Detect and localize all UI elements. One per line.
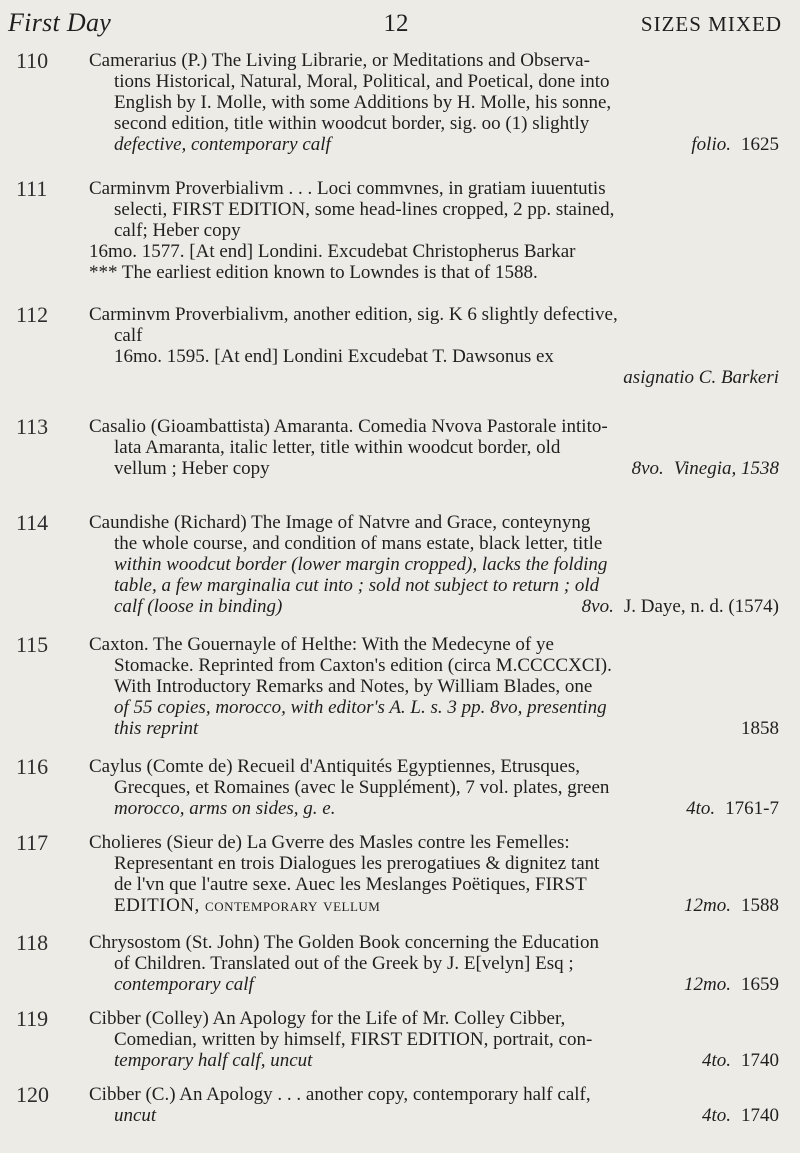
entry-line: Casalio (Gioambattista) Amaranta. Comedia Nvova Pastorale intito- [89,416,608,437]
entry-line: 16mo. 1577. [At end] Londini. Excudebat Christopherus Barkar [89,241,576,262]
day-heading: First Day [8,8,112,37]
entry-line: tions Historical, Natural, Moral, Political, and Poetical, done into [114,71,610,92]
entry-line-text: uncut [114,1105,157,1126]
entry-line: lata Amaranta, italic letter, title within woodcut border, old [114,437,561,458]
entry-date: 1740 [741,1050,779,1071]
lot-number: 114 [16,510,49,535]
entry-date: 1659 [741,974,779,995]
lot-number: 110 [16,48,49,73]
lot-number: 111 [16,176,48,201]
entry-line [89,134,779,155]
entry-date: 1858 [741,718,779,739]
entry-text [89,634,779,739]
book-format: folio. [691,134,731,155]
book-format: 4to. [686,798,716,819]
book-format: 12mo. [684,895,731,916]
entry-date: J. Daye, n. d. (1574) [623,596,779,617]
book-format: 4to. [701,1050,731,1071]
entry-date: 1740 [741,1105,779,1126]
entry-line: With Introductory Remarks and Notes, by William Blades, one [114,676,593,697]
entry-text [89,932,779,995]
entry-line: Caylus (Comte de) Recueil d'Antiquités Egyptiennes, Etrusques, [89,756,581,777]
page-number: 12 [383,10,409,37]
entry-line: English by I. Molle, with some Additions by H. Molle, his sonne, [114,92,612,113]
book-format: 8vo. [631,458,664,479]
entry-line-text: defective, contemporary calf [114,134,331,155]
entry-line-text: temporary half calf, uncut [114,1050,313,1071]
entry-line: 16mo. 1595. [At end] Londini Excudebat T. Dawsonus ex [114,346,554,367]
entry-line: Cholieres (Sieur de) La Gverre des Masles contre les Femelles: [89,832,570,853]
entry-line: calf; Heber copy [114,220,241,241]
entry-line: Caundishe (Richard) The Image of Natvre and Grace, conteynyng [89,512,591,533]
entry-text [89,1084,779,1126]
entry-line-text: this reprint [114,718,199,739]
entry-text [89,1008,779,1071]
entry-text [89,832,779,916]
entry-date: 1588 [741,895,779,916]
book-format: 4to. [701,1105,731,1126]
entry-line [89,718,779,739]
lot-number: 120 [16,1082,49,1107]
entry-line: selecti, FIRST EDITION, some head-lines cropped, 2 pp. stained, [114,199,615,220]
entry-line: Cibber (Colley) An Apology for the Life of Mr. Colley Cibber, [89,1008,566,1029]
entry-line: table, a few marginalia cut into ; sold not subject to return ; old [114,575,600,596]
entry-line: Camerarius (P.) The Living Librarie, or Meditations and Observa- [89,50,590,71]
entry-line-text: morocco, arms on sides, g. e. [114,798,336,819]
entry-text [89,512,779,617]
entry-text [89,304,779,388]
entry-line: Representant en trois Dialogues les prerogatiues & dignitez tant [114,853,600,874]
entry-text [89,178,779,283]
lot-number: 113 [16,414,49,439]
book-format: 8vo. [581,596,614,617]
entry-line: of 55 copies, morocco, with editor's A. L. s. 3 pp. 8vo, presenting [114,697,607,718]
book-format: 12mo. [684,974,731,995]
entry-line: Cibber (C.) An Apology . . . another copy, contemporary half calf, [89,1084,591,1105]
entry-line: Carminvm Proverbialivm, another edition, sig. K 6 slightly defective, [89,304,618,325]
entry-note: *** The earliest edition known to Lowndes is that of 1588. [89,262,538,283]
entry-line: calf [114,325,143,346]
lot-number: 112 [16,302,49,327]
lot-number: 116 [16,754,49,779]
entry-line-text: contemporary calf [114,974,254,995]
entry-line: of Children. Translated out of the Greek by J. E[velyn] Esq ; [114,953,574,974]
lot-number: 119 [16,1006,49,1031]
entry-line: Comedian, written by himself, FIRST EDITION, portrait, con- [114,1029,593,1050]
entry-line [89,974,779,995]
entry-line: Carminvm Proverbialivm . . . Loci commvnes, in gratiam iuuentutis [89,178,606,199]
section-heading: SIZES MIXED [640,12,782,36]
page-header [8,8,782,42]
entry-line [89,895,779,916]
entry-line: asignatio C. Barkeri [623,367,779,388]
entry-line: Chrysostom (St. John) The Golden Book concerning the Education [89,932,599,953]
entry-line: Stomacke. Reprinted from Caxton's edition (circa M.CCCCXCI). [114,655,612,676]
entry-line-text: EDITION, contemporary vellum [114,895,381,916]
entry-line: de l'vn que l'autre sexe. Auec les Meslanges Poëtiques, FIRST [114,874,587,895]
entry-line [89,1105,779,1126]
entry-line [89,596,779,617]
entry-line-text: vellum ; Heber copy [114,458,270,479]
entry-line-text: calf (loose in binding) [114,596,283,617]
lot-number: 117 [16,830,49,855]
entry-date: 1625 [741,134,779,155]
entry-date: Vinegia, 1538 [673,458,779,479]
entry-text [89,50,779,155]
entry-line: Caxton. The Gouernayle of Helthe: With the Medecyne of ye [89,634,554,655]
entry-line [89,798,779,819]
entry-line: Grecques, et Romaines (avec le Supplément), 7 vol. plates, green [114,777,610,798]
entry-line: within woodcut border (lower margin cropped), lacks the folding [114,554,608,575]
entry-text [89,416,779,479]
entry-line: the whole course, and condition of mans estate, black letter, title [114,533,603,554]
lot-number: 118 [16,930,49,955]
lot-number: 115 [16,632,49,657]
entry-date: 1761-7 [725,798,779,819]
entry-line [89,1050,779,1071]
entry-text [89,756,779,819]
entry-line: second edition, title within woodcut border, sig. oo (1) slightly [114,113,590,134]
entry-line [89,458,779,479]
